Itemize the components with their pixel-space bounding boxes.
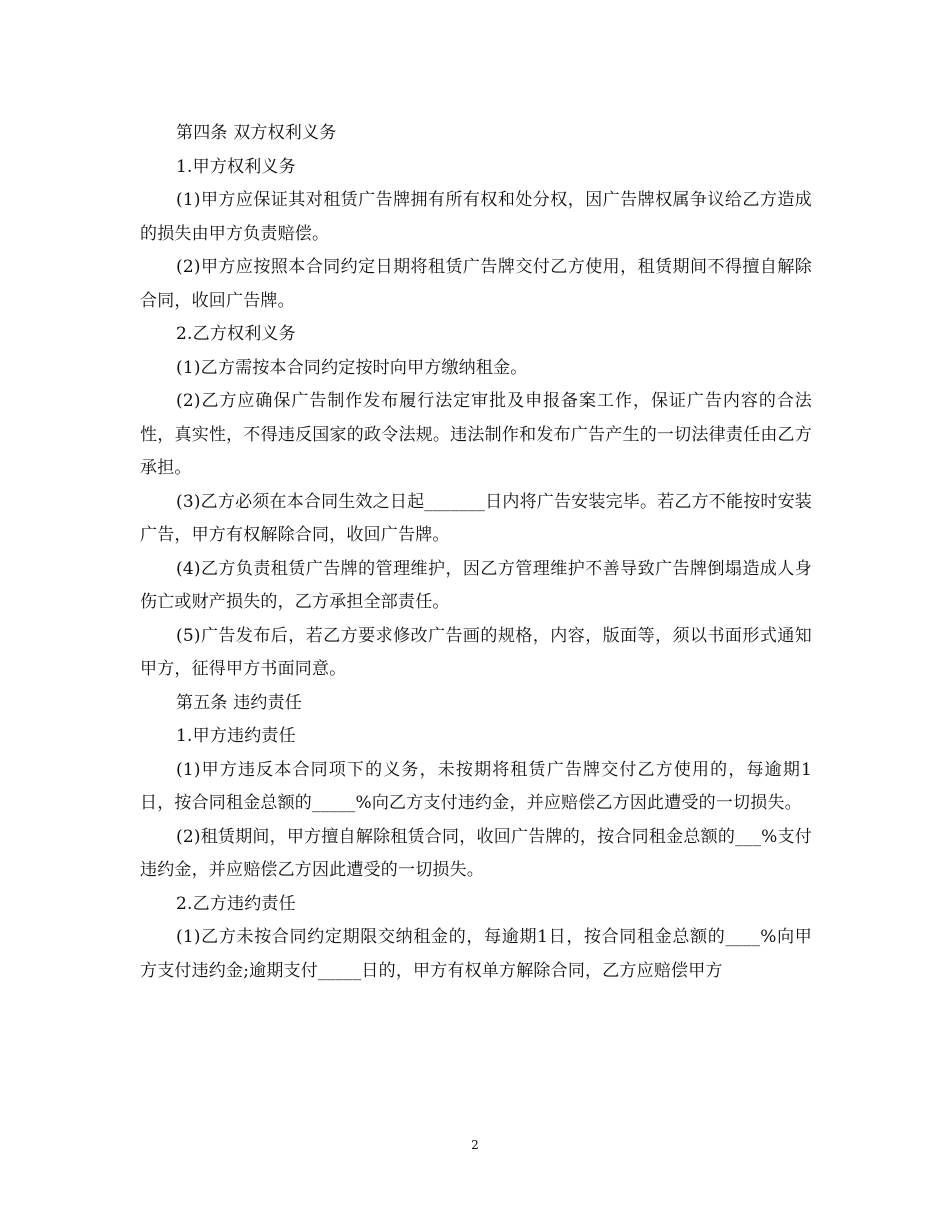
clause-paragraph: (2)乙方应确保广告制作发布履行法定审批及申报备案工作，保证广告内容的合法性，真实性，不得违反国家的政令法规。违法制作和发布广告产生的一切法律责任由乙方承担。 xyxy=(140,391,812,478)
section-heading-party-b-rights: 2.乙方权利义务 xyxy=(176,324,296,344)
clause-paragraph: (3)乙方必须在本合同生效之日起_______日内将广告安装完毕。若乙方不能按时安装广告，甲方有权解除合同，收回广告牌。 xyxy=(140,491,812,545)
clause-paragraph: (1)乙方未按合同约定期限交纳租金的，每逾期1日，按合同租金总额的____%向甲方支付违约金;逾期支付_____日的，甲方有权单方解除合同，乙方应赔偿甲方 xyxy=(140,927,812,981)
clause-paragraph: (1)甲方违反本合同项下的义务，未按期将租赁广告牌交付乙方使用的，每逾期1日，按合同租金总额的_____%向乙方支付违约金，并应赔偿乙方因此遭受的一切损失。 xyxy=(140,759,812,813)
clause-paragraph: (1)甲方应保证其对租赁广告牌拥有所有权和处分权，因广告牌权属争议给乙方造成的损失由甲方负责赔偿。 xyxy=(140,190,812,244)
clause-paragraph: (1)乙方需按本合同约定按时向甲方缴纳租金。 xyxy=(176,357,528,378)
clause-paragraph: (2)租赁期间，甲方擅自解除租赁合同，收回广告牌的，按合同租金总额的___%支付违约金，并应赔偿乙方因此遭受的一切损失。 xyxy=(140,826,812,880)
section-heading-party-a-rights: 1.甲方权利义务 xyxy=(176,156,296,177)
section-heading-party-a-liability: 1.甲方违约责任 xyxy=(176,726,296,746)
document-body xyxy=(140,117,812,988)
clause-paragraph: (5)广告发布后，若乙方要求修改广告画的规格，内容，版面等，须以书面形式通知甲方，征得甲方书面同意。 xyxy=(140,625,812,679)
article-heading-4: 第四条 双方权利义务 xyxy=(176,123,337,143)
page-number: 2 xyxy=(471,1138,479,1152)
article-heading-5: 第五条 违约责任 xyxy=(176,692,303,713)
clause-paragraph: (2)甲方应按照本合同约定日期将租赁广告牌交付乙方使用，租赁期间不得擅自解除合同，收回广告牌。 xyxy=(140,257,812,311)
clause-paragraph: (4)乙方负责租赁广告牌的管理维护，因乙方管理维护不善导致广告牌倒塌造成人身伤亡或财产损失的，乙方承担全部责任。 xyxy=(140,558,812,612)
section-heading-party-b-liability: 2.乙方违约责任 xyxy=(176,893,296,914)
